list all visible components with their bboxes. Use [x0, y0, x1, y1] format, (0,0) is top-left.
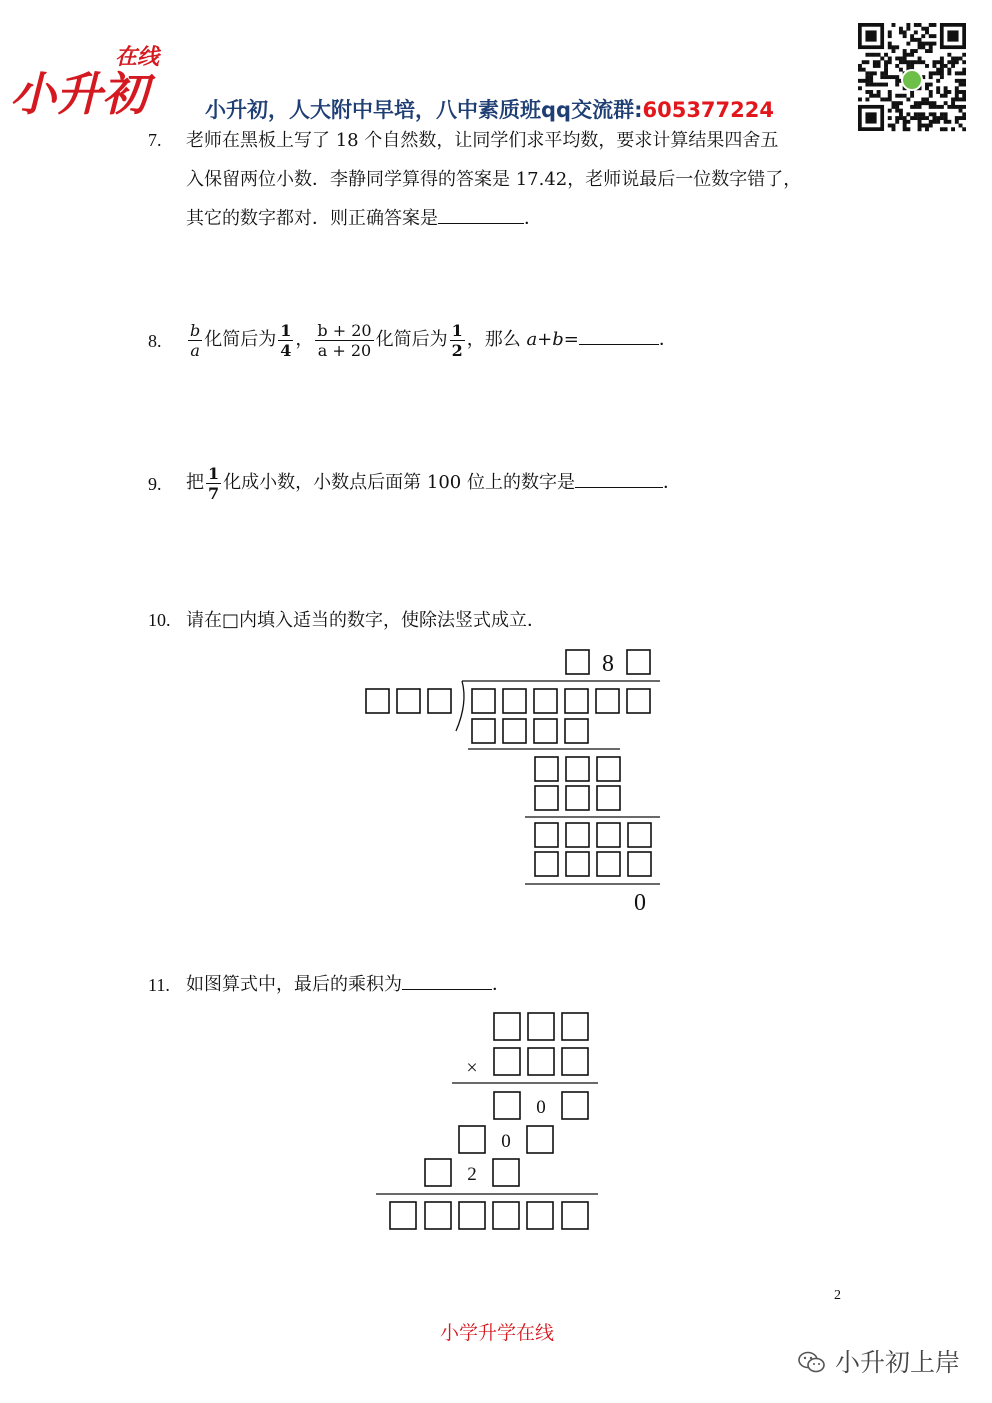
given-digit: 0: [501, 1131, 511, 1152]
digit-box: [627, 650, 650, 674]
fraction-1-4: [278, 321, 293, 360]
digit-box: [534, 689, 557, 713]
q7-line2: 入保留两位小数．李静同学算得的答案是 17.42，老师说最后一位数字错了，: [186, 169, 802, 190]
watermark: [797, 1343, 960, 1379]
digit-box: [366, 689, 389, 713]
digit-box: [494, 1048, 520, 1075]
frac-numerator: 1: [280, 320, 292, 340]
digit-box: [459, 1202, 485, 1229]
long-division-figure: [360, 645, 670, 920]
times-sign: ×: [466, 1057, 478, 1079]
q8-number: 8.: [148, 331, 162, 351]
digit-box: [459, 1126, 485, 1153]
q11-end: ．: [492, 974, 510, 995]
given-digit: 0: [536, 1097, 546, 1118]
q8-eq: =: [563, 329, 579, 350]
logo-main-text: 小升初: [10, 67, 148, 121]
digit-box: [566, 757, 589, 781]
digit-box: [494, 1092, 520, 1119]
digit-box: [425, 1202, 451, 1229]
digit-box: [535, 823, 558, 847]
digit-box: [472, 689, 495, 713]
header-title: [205, 94, 774, 124]
digit-box: [565, 719, 588, 743]
q8-text3: ，那么: [466, 329, 527, 350]
watermark-text: 小升初上岸: [834, 1348, 960, 1377]
digit-box: [566, 650, 589, 674]
digit-box: [494, 1013, 520, 1040]
footer-site-name: 小学升学在线: [440, 1322, 555, 1344]
q10-number: 10.: [148, 610, 171, 630]
q8-sep: ，: [295, 329, 314, 350]
division-bracket: [456, 681, 464, 731]
remainder-digit: 0: [634, 890, 646, 916]
digit-box: [562, 1202, 588, 1229]
q11-line: [186, 965, 510, 1005]
q11-number: 11.: [148, 975, 170, 995]
digit-box: [428, 689, 451, 713]
q8-end: ．: [658, 329, 677, 350]
digit-box: [493, 1202, 519, 1229]
digit-box: [390, 1202, 416, 1229]
qq-number: 605377224: [642, 98, 774, 122]
q7-line3: [186, 199, 542, 239]
header-title-text: 小升初，人大附中早培，八中素质班qq交流群: [205, 98, 635, 122]
digit-box: [535, 786, 558, 810]
digit-box: [627, 689, 650, 713]
digit-box: [566, 786, 589, 810]
answer-blank: [579, 324, 659, 345]
q10-text: 请在□内填入适当的数字，使除法竖式成立．: [186, 610, 546, 631]
digit-box: [597, 786, 620, 810]
digit-box: [562, 1013, 588, 1040]
digit-box: [528, 1048, 554, 1075]
fraction-b-over-a: [188, 321, 202, 360]
digit-box: [566, 852, 589, 876]
multiplication-figure: [370, 1008, 605, 1238]
q7-end: ．: [524, 208, 542, 229]
frac-numerator: 1: [451, 320, 463, 340]
q8-text2: 化简后为: [375, 329, 448, 350]
digit-box: [535, 852, 558, 876]
fraction-b20-a20: [315, 321, 373, 360]
digit-box: [597, 823, 620, 847]
quotient-digit: 8: [602, 651, 614, 677]
given-digit: 2: [467, 1164, 477, 1185]
answer-blank: [402, 969, 492, 990]
q8-expr: a+b: [526, 329, 564, 350]
header-colon: :: [634, 98, 643, 122]
digit-box: [597, 757, 620, 781]
digit-box: [527, 1126, 553, 1153]
q9-text1: 把: [186, 472, 204, 493]
frac-denominator: 2: [451, 340, 463, 360]
page-number: 2: [834, 1288, 841, 1303]
q7-line1: 老师在黑板上写了 18 个自然数，让同学们求平均数，要求计算结果四舍五: [186, 130, 779, 151]
digit-box: [534, 719, 557, 743]
wechat-icon: [797, 1349, 827, 1375]
q9-line: [186, 463, 681, 503]
digit-box: [535, 757, 558, 781]
answer-blank: [575, 467, 663, 488]
q8-line: [186, 320, 677, 360]
frac-denominator: a + 20: [317, 340, 372, 360]
qr-code: [858, 20, 966, 134]
q9-number: 9.: [148, 474, 162, 494]
logo: [10, 38, 175, 124]
digit-box: [397, 689, 420, 713]
frac-numerator: b + 20: [317, 320, 372, 340]
logo-small-text: 在线: [115, 45, 160, 70]
digit-box: [527, 1202, 553, 1229]
fraction-1-2: [450, 321, 465, 360]
q11-text: 如图算式中，最后的乘积为: [186, 974, 402, 995]
q7-line3-text: 其它的数字都对．则正确答案是: [186, 208, 438, 229]
digit-box: [472, 719, 495, 743]
digit-box: [566, 823, 589, 847]
q7-number: 7.: [148, 130, 162, 150]
digit-box: [425, 1159, 451, 1186]
digit-box: [562, 1092, 588, 1119]
digit-box: [596, 689, 619, 713]
digit-box: [565, 689, 588, 713]
digit-box: [597, 852, 620, 876]
fraction-1-7: [206, 464, 221, 503]
q9-text2: 化成小数，小数点后面第 100 位上的数字是: [223, 472, 575, 493]
frac-numerator: b: [190, 320, 201, 340]
q9-end: ．: [662, 472, 681, 493]
digit-box: [628, 852, 651, 876]
q8-text1: 化简后为: [204, 329, 277, 350]
digit-box: [528, 1013, 554, 1040]
digit-box: [503, 719, 526, 743]
frac-denominator: a: [190, 340, 200, 360]
digit-box: [493, 1159, 519, 1186]
digit-box: [562, 1048, 588, 1075]
frac-denominator: 7: [208, 483, 220, 503]
frac-numerator: 1: [208, 463, 220, 483]
answer-blank: [438, 203, 524, 224]
digit-box: [628, 823, 651, 847]
digit-box: [503, 689, 526, 713]
frac-denominator: 4: [280, 340, 292, 360]
